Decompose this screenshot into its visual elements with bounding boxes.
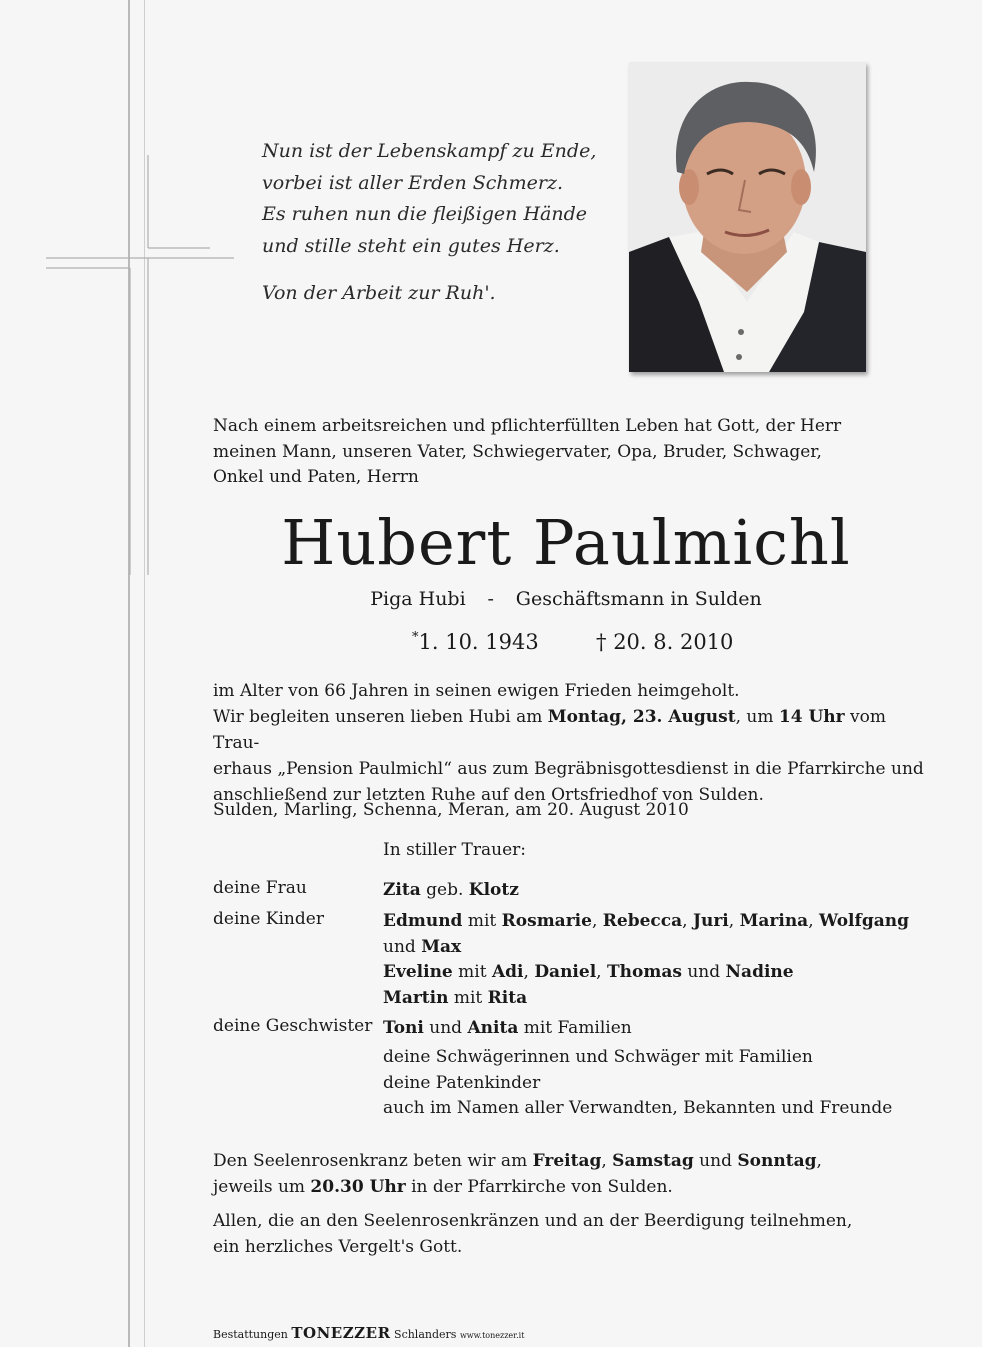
- intro-line: Onkel und Paten, Herrn: [213, 467, 419, 487]
- poem-line: Es ruhen nun die fleißigen Hände: [262, 203, 587, 225]
- poem: [262, 136, 596, 310]
- funeral-home-url: www.tonezzer.it: [459, 1331, 525, 1340]
- wife-label: deine Frau: [213, 878, 307, 898]
- place-date: Sulden, Marling, Schenna, Meran, am 20. August 2010: [213, 800, 689, 820]
- poem-line: und stille steht ein gutes Herz.: [262, 234, 560, 257]
- birth-symbol: *: [412, 630, 419, 645]
- funeral-home-brand: TONEZZER: [291, 1324, 391, 1342]
- intro-text: [213, 414, 873, 491]
- deceased-name: Hubert Paulmichl: [281, 506, 851, 579]
- announcement-line: anschließend zur letzten Ruhe auf den Ortsfriedhof von Sulden.: [213, 785, 764, 805]
- deceased-subtitle: [0, 588, 982, 610]
- siblings-list: Toni und Anita mit Familien: [383, 1018, 632, 1038]
- death-symbol: †: [596, 630, 607, 654]
- rosary-notice: Den Seelenrosenkranz beten wir am Freitag, Samstag und Sonntag, jeweils um 20.30 Uhr in der Pfarrkirche von Sulden.: [213, 1151, 822, 1197]
- subtitle-separator: -: [487, 588, 494, 610]
- wife-name: Zita geb. Klotz: [383, 880, 519, 900]
- inlaws-line: deine Schwägerinnen und Schwäger mit Familien: [383, 1047, 813, 1067]
- nickname: Piga Hubi: [370, 588, 466, 610]
- poem-closing: Von der Arbeit zur Ruh'.: [262, 282, 496, 304]
- portrait-photo: [629, 62, 866, 372]
- children-list: Edmund mit Rosmarie, Rebecca, Juri, Marina, Wolfgang und Max Eveline mit Adi, Daniel, Thomas und Nadine Martin mit Rita: [383, 911, 909, 1008]
- announcement-line: im Alter von 66 Jahren in seinen ewigen Frieden heimgeholt.: [213, 681, 740, 701]
- birth-date: [412, 630, 539, 654]
- poem-line: Nun ist der Lebenskampf zu Ende,: [262, 140, 597, 162]
- death-date: [596, 630, 733, 654]
- announcement-line: Wir begleiten unseren lieben Hubi am Montag, 23. August, um 14 Uhr vom Trau-: [213, 707, 886, 753]
- funeral-announcement: [213, 678, 933, 808]
- thanks-line: ein herzliches Vergelt's Gott.: [213, 1237, 463, 1257]
- birth-date-value: 1. 10. 1943: [418, 630, 539, 654]
- poem-line: vorbei ist aller Erden Schmerz.: [262, 171, 564, 194]
- relatives-line: auch im Namen aller Verwandten, Bekannten und Freunde: [383, 1098, 893, 1118]
- death-date-value: 20. 8. 2010: [613, 630, 734, 654]
- intro-line: Nach einem arbeitsreichen und pflichterfüllten Leben hat Gott, der Herr: [213, 416, 842, 436]
- thanks-line: Allen, die an den Seelenrosenkränzen und an der Beerdigung teilnehmen,: [213, 1211, 853, 1231]
- announcement-line: erhaus „Pension Paulmichl“ aus zum Begräbnisgottesdienst in die Pfarrkirche und: [213, 759, 924, 779]
- siblings-label: deine Geschwister: [213, 1016, 373, 1036]
- intro-line: meinen Mann, unseren Vater, Schwiegervater, Opa, Bruder, Schwager,: [213, 441, 822, 462]
- occupation: Geschäftsmann in Sulden: [515, 588, 762, 610]
- extended-family: [383, 1045, 943, 1122]
- godchildren-line: deine Patenkinder: [383, 1072, 541, 1093]
- mourning-heading: In stiller Trauer:: [383, 840, 526, 860]
- children-label: deine Kinder: [213, 909, 324, 929]
- funeral-home-imprint: Bestattungen TONEZZER Schlanders www.tonezzer.it: [213, 1324, 525, 1342]
- thanks-note: [213, 1208, 913, 1260]
